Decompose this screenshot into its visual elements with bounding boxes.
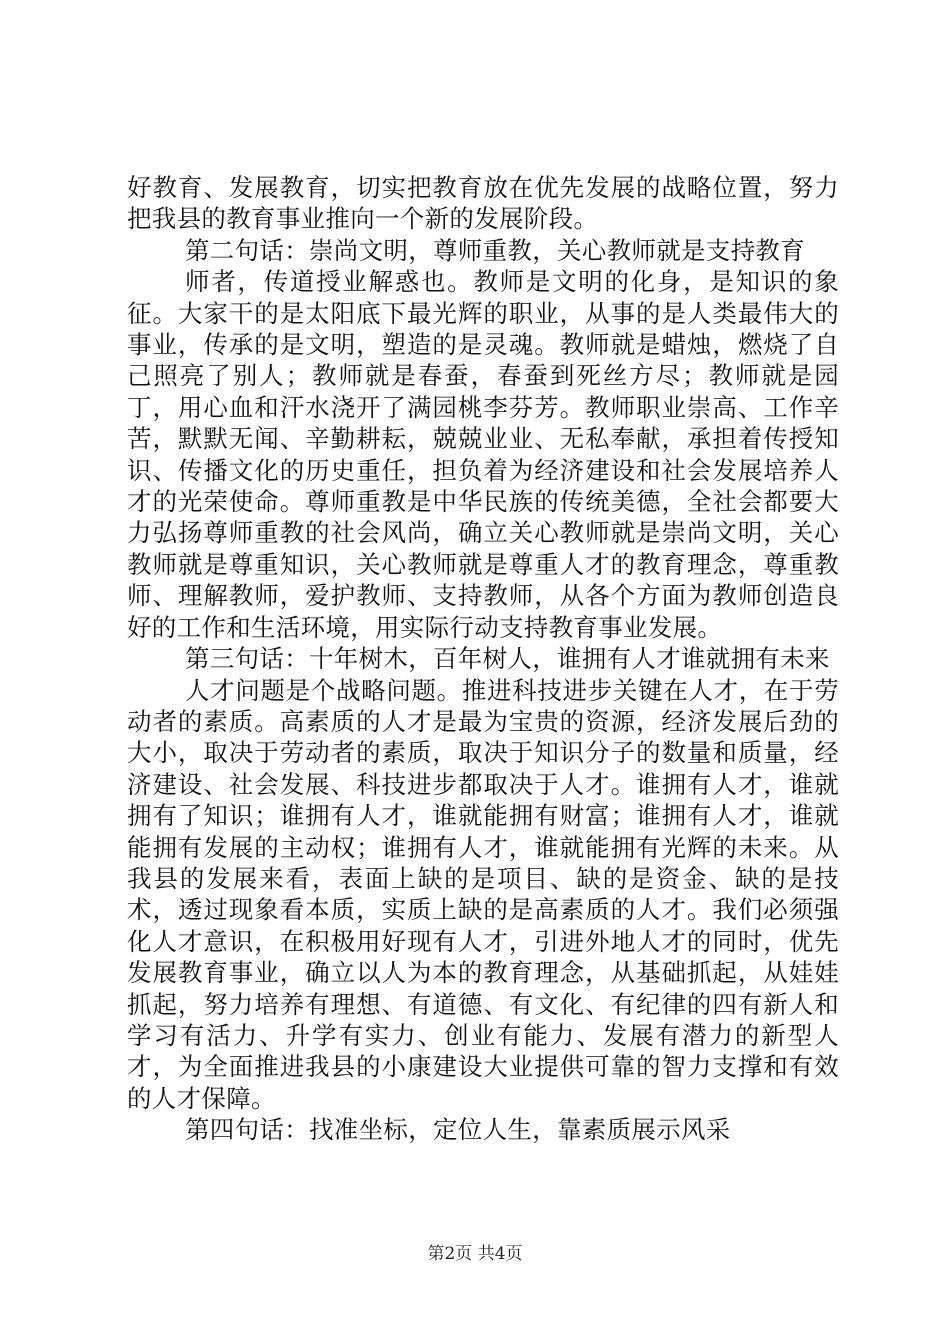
section-heading-2: 第二句话：崇尚文明，尊师重教，关心教师就是支持教育	[185, 235, 805, 265]
document-body	[127, 172, 839, 1146]
paragraph-continuation: 好教育、发展教育，切实把教育放在优先发展的战略位置，努力把我县的教育事业推向一个新的发展阶段。	[127, 173, 839, 234]
page-number-footer: 第2页 共4页	[427, 1244, 523, 1264]
section-heading-4: 第四句话：找准坐标，定位人生，靠素质展示风采	[185, 1115, 731, 1145]
paragraph-talent: 人才问题是个战略问题。推进科技进步关键在人才，在于劳动者的素质。高素质的人才是最为宝贵的资源，经济发展后劲的大小，取决于劳动者的素质，取决于知识分子的数量和质量，经济建设、社会发展、科技进步都取决于人才。谁拥有人才，谁就拥有了知识；谁拥有人才，谁就能拥有财富；谁拥有人才，谁就能拥有发展的主动权；谁拥有人才，谁就能拥有光辉的未来。从我县的发展来看，表面上缺的是项目、缺的是资金、缺的是技术，透过现象看本质，实质上缺的是高素质的人才。我们必须强化人才意识，在积极用好现有人才，引进外地人才的同时，优先发展教育事业，确立以人为本的教育理念，从基础抓起，从娃娃抓起，努力培养有理想、有道德、有文化、有纪律的四有新人和学习有活力、升学有实力、创业有能力、发展有潜力的新型人才，为全面推进我县的小康建设大业提供可靠的智力支撑和有效的人才保障。	[127, 675, 839, 1113]
section-heading-3: 第三句话：十年树木，百年树人，谁拥有人才谁就拥有未来	[185, 644, 830, 674]
paragraph-teachers: 师者，传道授业解惑也。教师是文明的化身，是知识的象征。大家干的是太阳底下最光辉的职业，从事的是人类最伟大的事业，传承的是文明，塑造的是灵魂。教师就是蜡烛，燃烧了自己照亮了别人；教师就是春蚕，春蚕到死丝方尽；教师就是园丁，用心血和汗水浇开了满园桃李芬芳。教师职业崇高、工作辛苦，默默无闻、辛勤耕耘，兢兢业业、无私奉献，承担着传授知识、传播文化的历史重任，担负着为经济建设和社会发展培养人才的光荣使命。尊师重教是中华民族的传统美德，全社会都要大力弘扬尊师重教的社会风尚，确立关心教师就是崇尚文明，关心教师就是尊重知识，关心教师就是尊重人才的教育理念，尊重教师、理解教师，爱护教师、支持教师，从各个方面为教师创造良好的工作和生活环境，用实际行动支持教育事业发展。	[127, 267, 839, 642]
